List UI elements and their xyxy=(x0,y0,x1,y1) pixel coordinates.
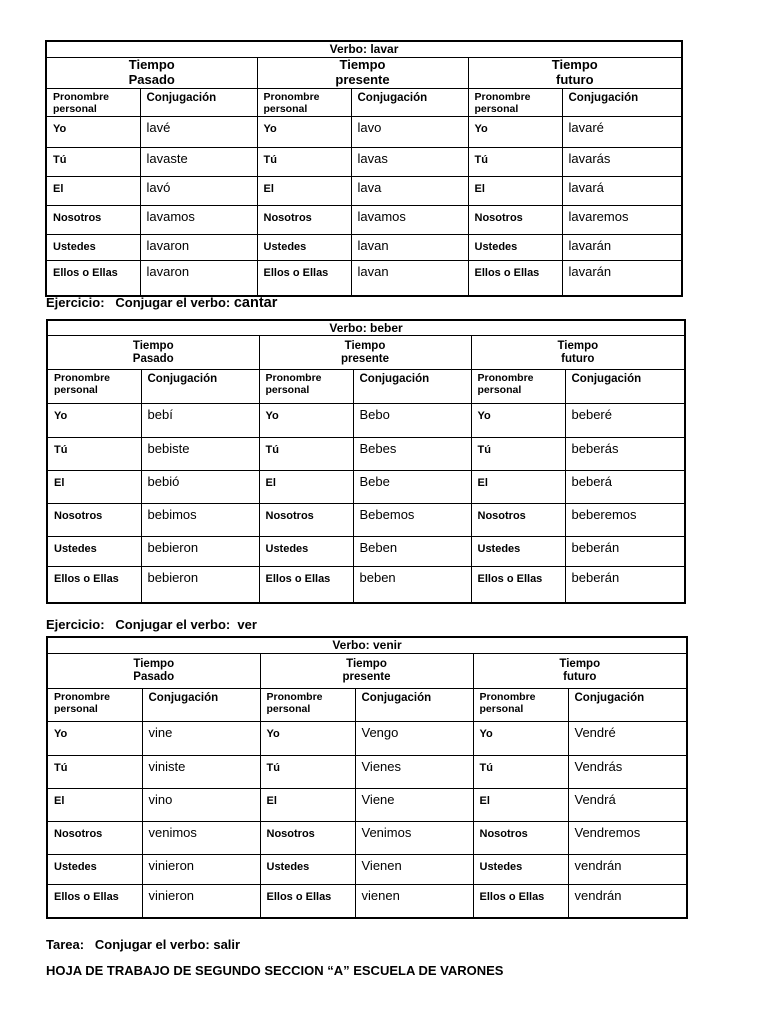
conjugation-cell: Vendrás xyxy=(568,755,687,788)
pronoun-cell: Yo xyxy=(47,404,141,438)
pronoun-cell: Ustedes xyxy=(468,234,562,260)
conjugation-cell: lavarán xyxy=(562,260,682,296)
pronoun-cell: El xyxy=(46,176,140,205)
pronoun-cell: El xyxy=(473,788,568,821)
pronoun-cell: Nosotros xyxy=(260,821,355,854)
table-row xyxy=(47,404,685,438)
pronoun-cell: Nosotros xyxy=(473,821,568,854)
conjugation-cell: lavaré xyxy=(562,116,682,147)
pronoun-cell: Tú xyxy=(47,438,141,471)
table-row xyxy=(47,471,685,504)
conjugation-cell: vinieron xyxy=(142,884,260,918)
homework: Tarea: Conjugar el verbo: salir xyxy=(46,937,241,952)
conjugation-cell: Venimos xyxy=(355,821,473,854)
pronoun-column-header: Pronombre personal xyxy=(47,370,141,404)
conjugation-cell: bebió xyxy=(141,471,259,504)
conjugation-column-header: Conjugación xyxy=(141,370,259,404)
pronoun-cell: Yo xyxy=(468,116,562,147)
tense-name: presente xyxy=(342,670,391,683)
conjugation-cell: Beben xyxy=(353,537,471,567)
pronoun-cell: Ellos o Ellas xyxy=(259,567,353,603)
conjugation-cell: lavarán xyxy=(562,234,682,260)
pronoun-cell: Tú xyxy=(47,755,142,788)
table-row xyxy=(46,260,682,296)
pronoun-cell: Ustedes xyxy=(260,854,355,884)
tense-name: futuro xyxy=(561,352,595,365)
pronoun-cell: Tú xyxy=(259,438,353,471)
table-row xyxy=(46,234,682,260)
tense-header xyxy=(259,336,471,370)
conjugation-cell: lavó xyxy=(140,176,257,205)
conjugation-column-header: Conjugación xyxy=(142,688,260,721)
pronoun-column-header: Pronombre personal xyxy=(46,88,140,116)
conjugation-cell: bebieron xyxy=(141,567,259,603)
conjugation-cell: Vendré xyxy=(568,721,687,755)
pronoun-cell: Ellos o Ellas xyxy=(46,260,140,296)
tense-name: presente xyxy=(335,71,390,87)
conjugation-cell: venimos xyxy=(142,821,260,854)
conjugation-cell: Bebo xyxy=(353,404,471,438)
pronoun-cell: Yo xyxy=(46,116,140,147)
conjugation-cell: lava xyxy=(351,176,468,205)
table-row xyxy=(47,755,687,788)
conjugation-cell: lavamos xyxy=(140,205,257,234)
tense-word: Tiempo xyxy=(132,339,174,352)
conjugation-cell: lavarás xyxy=(562,147,682,176)
pronoun-cell: Nosotros xyxy=(46,205,140,234)
conjugation-cell: lavaremos xyxy=(562,205,682,234)
pronoun-cell: El xyxy=(468,176,562,205)
pronoun-cell: Ustedes xyxy=(46,234,140,260)
conjugation-cell: lavaste xyxy=(140,147,257,176)
tense-header xyxy=(473,653,687,688)
conjugation-cell: vienen xyxy=(355,884,473,918)
tense-header xyxy=(47,653,260,688)
pronoun-cell: El xyxy=(260,788,355,821)
pronoun-cell: Yo xyxy=(257,116,351,147)
verb-title: Verbo: venir xyxy=(47,637,687,653)
conjugation-cell: lavo xyxy=(351,116,468,147)
conjugation-cell: lavará xyxy=(562,176,682,205)
verb-title: Verbo: beber xyxy=(47,320,685,336)
pronoun-cell: El xyxy=(471,471,565,504)
conjugation-cell: lavé xyxy=(140,116,257,147)
conjugation-cell: Vendrá xyxy=(568,788,687,821)
exercise-2: Ejercicio: Conjugar el verbo: ver xyxy=(46,617,257,632)
verb-title: Verbo: lavar xyxy=(46,41,682,57)
tense-word: Tiempo xyxy=(133,657,175,670)
conjugation-cell: Vengo xyxy=(355,721,473,755)
conjugation-cell: bebimos xyxy=(141,504,259,537)
conjugation-cell: beben xyxy=(353,567,471,603)
pronoun-cell: Nosotros xyxy=(468,205,562,234)
conjugation-cell: viniste xyxy=(142,755,260,788)
conjugation-column-header: Conjugación xyxy=(562,88,682,116)
table-row xyxy=(47,788,687,821)
conjugation-cell: Bebes xyxy=(353,438,471,471)
conjugation-cell: vendrán xyxy=(568,854,687,884)
tense-word: Tiempo xyxy=(344,339,386,352)
pronoun-cell: Tú xyxy=(260,755,355,788)
conjugation-cell: bebiste xyxy=(141,438,259,471)
table-row xyxy=(46,147,682,176)
table-row xyxy=(47,721,687,755)
conjugation-cell: Vienes xyxy=(355,755,473,788)
conjugation-column-header: Conjugación xyxy=(565,370,685,404)
pronoun-cell: Ustedes xyxy=(473,854,568,884)
footer-title: HOJA DE TRABAJO DE SEGUNDO SECCION “A” ESCUELA DE VARONES xyxy=(46,963,504,978)
table-row xyxy=(46,116,682,147)
conjugation-cell: Bebe xyxy=(353,471,471,504)
table-row xyxy=(47,438,685,471)
verb-table-beber xyxy=(46,319,686,604)
pronoun-cell: Ellos o Ellas xyxy=(47,884,142,918)
pronoun-column-header: Pronombre personal xyxy=(260,688,355,721)
pronoun-cell: Ustedes xyxy=(257,234,351,260)
conjugation-cell: bebí xyxy=(141,404,259,438)
pronoun-cell: Yo xyxy=(259,404,353,438)
pronoun-cell: Tú xyxy=(471,438,565,471)
conjugation-cell: lavamos xyxy=(351,205,468,234)
pronoun-cell: Tú xyxy=(257,147,351,176)
pronoun-cell: El xyxy=(47,471,141,504)
table-row xyxy=(46,205,682,234)
pronoun-cell: El xyxy=(259,471,353,504)
conjugation-cell: beberé xyxy=(565,404,685,438)
pronoun-cell: Tú xyxy=(468,147,562,176)
pronoun-column-header: Pronombre personal xyxy=(259,370,353,404)
conjugation-column-header: Conjugación xyxy=(353,370,471,404)
pronoun-cell: Tú xyxy=(473,755,568,788)
tense-word: Tiempo xyxy=(551,57,598,73)
tense-header xyxy=(260,653,473,688)
conjugation-cell: Vendremos xyxy=(568,821,687,854)
table-row xyxy=(47,567,685,603)
conjugation-cell: lavaron xyxy=(140,260,257,296)
pronoun-cell: Ellos o Ellas xyxy=(260,884,355,918)
tense-header xyxy=(47,336,259,370)
pronoun-cell: Nosotros xyxy=(47,821,142,854)
conjugation-cell: bebieron xyxy=(141,537,259,567)
tense-name: presente xyxy=(341,352,389,365)
conjugation-cell: lavas xyxy=(351,147,468,176)
conjugation-cell: vinieron xyxy=(142,854,260,884)
conjugation-column-header: Conjugación xyxy=(351,88,468,116)
table-row xyxy=(47,884,687,918)
tense-header xyxy=(46,57,257,88)
pronoun-cell: Nosotros xyxy=(257,205,351,234)
pronoun-cell: Ustedes xyxy=(471,537,565,567)
conjugation-cell: Vienen xyxy=(355,854,473,884)
verb-table-lavar xyxy=(45,40,683,297)
table-row xyxy=(47,504,685,537)
tense-name: futuro xyxy=(563,670,597,683)
pronoun-cell: Yo xyxy=(473,721,568,755)
pronoun-column-header: Pronombre personal xyxy=(473,688,568,721)
conjugation-cell: beberán xyxy=(565,537,685,567)
pronoun-cell: El xyxy=(47,788,142,821)
pronoun-cell: Nosotros xyxy=(259,504,353,537)
exercise-1-prefix: Ejercicio: Conjugar el verbo: xyxy=(46,295,234,310)
tense-word: Tiempo xyxy=(346,657,387,670)
conjugation-cell: beberás xyxy=(565,438,685,471)
conjugation-cell: lavaron xyxy=(140,234,257,260)
pronoun-cell: Nosotros xyxy=(47,504,141,537)
conjugation-column-header: Conjugación xyxy=(140,88,257,116)
pronoun-column-header: Pronombre personal xyxy=(471,370,565,404)
tense-name: futuro xyxy=(555,71,594,87)
conjugation-cell: Bebemos xyxy=(353,504,471,537)
conjugation-column-header: Conjugación xyxy=(568,688,687,721)
conjugation-cell: vino xyxy=(142,788,260,821)
pronoun-cell: Yo xyxy=(260,721,355,755)
conjugation-cell: lavan xyxy=(351,260,468,296)
tense-word: Tiempo xyxy=(128,57,175,73)
table-row xyxy=(46,176,682,205)
tense-header xyxy=(471,336,685,370)
pronoun-column-header: Pronombre personal xyxy=(47,688,142,721)
conjugation-cell: vine xyxy=(142,721,260,755)
exercise-1-verb: cantar xyxy=(233,295,278,311)
pronoun-cell: Ellos o Ellas xyxy=(47,567,141,603)
conjugation-cell: beberán xyxy=(565,567,685,603)
conjugation-cell: vendrán xyxy=(568,884,687,918)
pronoun-cell: Tú xyxy=(46,147,140,176)
tense-word: Tiempo xyxy=(559,657,601,670)
tense-name: Pasado xyxy=(128,71,175,87)
exercise-1 xyxy=(46,295,277,311)
pronoun-column-header: Pronombre personal xyxy=(468,88,562,116)
tense-word: Tiempo xyxy=(339,57,386,73)
table-row xyxy=(47,854,687,884)
conjugation-cell: beberá xyxy=(565,471,685,504)
pronoun-cell: Ellos o Ellas xyxy=(468,260,562,296)
pronoun-cell: Ellos o Ellas xyxy=(471,567,565,603)
tense-header xyxy=(468,57,682,88)
tense-word: Tiempo xyxy=(557,339,599,352)
pronoun-cell: Nosotros xyxy=(471,504,565,537)
conjugation-cell: Viene xyxy=(355,788,473,821)
table-row xyxy=(47,537,685,567)
pronoun-cell: Ellos o Ellas xyxy=(473,884,568,918)
pronoun-cell: Yo xyxy=(471,404,565,438)
pronoun-cell: Yo xyxy=(47,721,142,755)
pronoun-cell: Ustedes xyxy=(47,537,141,567)
pronoun-cell: Ustedes xyxy=(259,537,353,567)
pronoun-cell: Ellos o Ellas xyxy=(257,260,351,296)
pronoun-column-header: Pronombre personal xyxy=(257,88,351,116)
pronoun-cell: El xyxy=(257,176,351,205)
conjugation-cell: beberemos xyxy=(565,504,685,537)
conjugation-cell: lavan xyxy=(351,234,468,260)
conjugation-column-header: Conjugación xyxy=(355,688,473,721)
table-row xyxy=(47,821,687,854)
tense-name: Pasado xyxy=(133,670,175,683)
pronoun-cell: Ustedes xyxy=(47,854,142,884)
tense-header xyxy=(257,57,468,88)
tense-name: Pasado xyxy=(132,352,174,365)
verb-table-venir xyxy=(46,636,688,919)
